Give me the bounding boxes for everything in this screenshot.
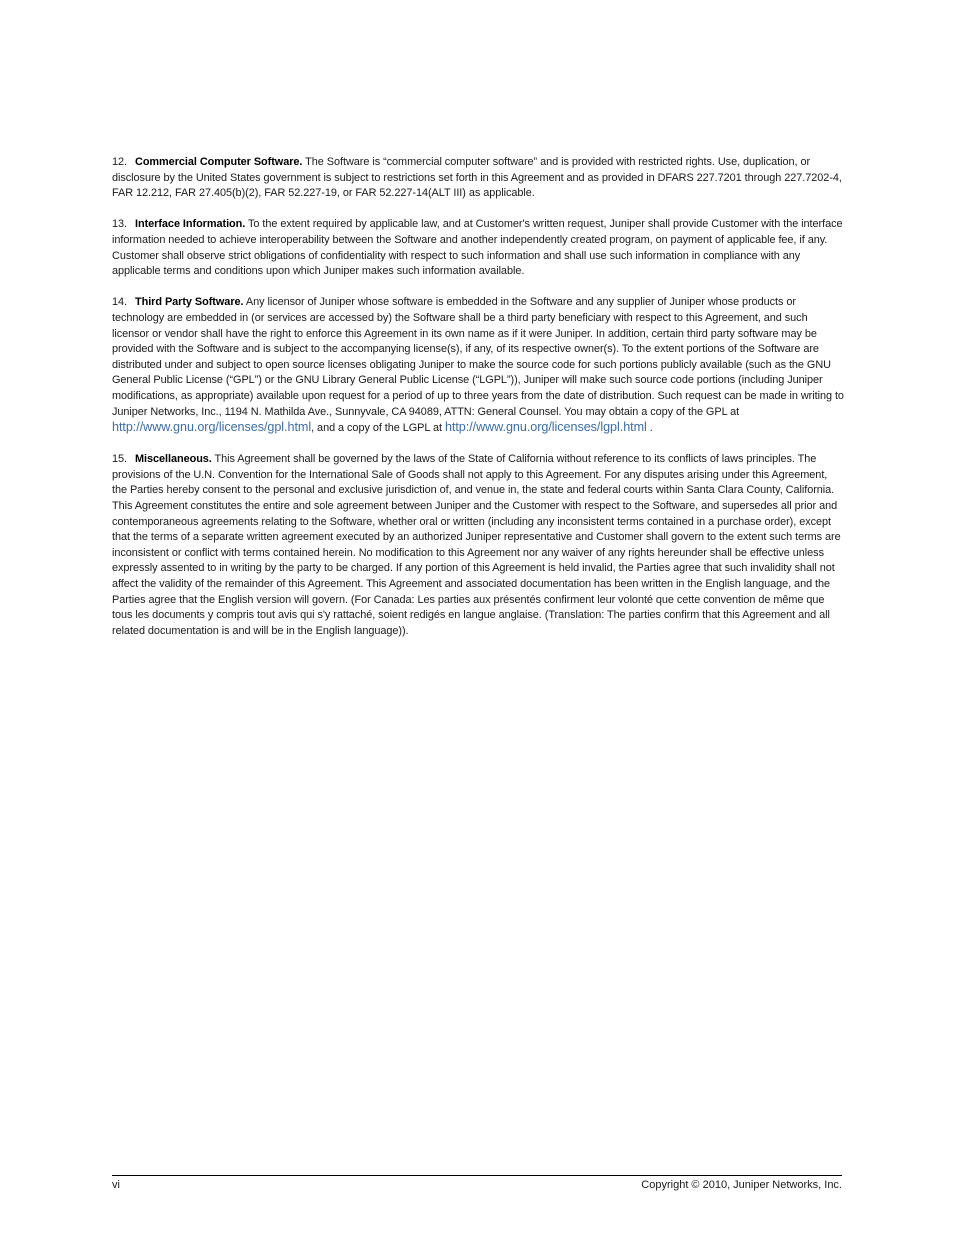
- clause-12: [112, 155, 844, 202]
- page-number: vi: [112, 1179, 120, 1191]
- clause-text: This Agreement shall be governed by the laws of the State of California without reference to its conflicts of laws principles. The provisions of the U.N. Convention for the International Sale of Goods shall not apply to this Agreement. For any disputes arising under this Agreement, the Parties hereby consent to the personal and exclusive jurisdiction of, and venue in, the state and federal courts within Santa Clara County, California. This Agreement constitutes the entire and sole agreement between Juniper and the Customer with respect to the Software, and supersedes all prior and contemporaneous agreements relating to the Software, whether oral or written (including any inconsistent terms contained in a purchase order), except that the terms of a separate written agreement executed by an authorized Juniper representative and Customer shall govern to the extent such terms are inconsistent or conflict with terms contained herein. No modification to this Agreement nor any waiver of any rights hereunder shall be effective unless expressly assented to in writing by the party to be charged. If any portion of this Agreement is held invalid, the Parties agree that such invalidity shall not affect the validity of the remainder of this Agreement. This Agreement and associated documentation has been written in the English language, and the Parties agree that the English version will govern. (For Canada: Les parties aux présentés confirment leur volonté que cette convention de même que tous les documents y compris tout avis qui s'y rattaché, soient redigés en langue anglaise. (Translation: The parties confirm that this Agreement and all related documentation is and will be in the English language)).: [112, 453, 841, 637]
- clause-text: The Software is “commercial computer software” and is provided with restricted rights. Use, duplication, or disclosure by the United States government is subject to restrictions set forth in this Agreement and as provided in DFARS 227.7201 through 227.7202-4, FAR 12.212, FAR 27.405(b)(2), FAR 52.227-19, or FAR 52.227-14(ALT III) as applicable.: [112, 156, 842, 200]
- footer-divider: [112, 1175, 842, 1176]
- clause-15: [112, 452, 844, 639]
- gpl-link[interactable]: http://www.gnu.org/licenses/gpl.html: [112, 420, 312, 435]
- copyright-notice: Copyright © 2010, Juniper Networks, Inc.: [641, 1179, 842, 1191]
- clause-number: 13.: [112, 218, 127, 231]
- clause-heading: Interface Information.: [135, 218, 246, 231]
- clause-text: Any licensor of Juniper whose software is embedded in the Software and any supplier of Juniper whose products or technology are embedded in (or services are accessed by) the Software shall be a third party beneficiary with respect to this Agreement, and such licensor or vendor shall have the right to enforce this Agreement in its own name as if it were Juniper. In addition, certain third party software may be provided with the Software and is subject to the accompanying license(s), if any, of its respective owner(s). To the extent portions of the Software are distributed under and subject to open source licenses obligating Juniper to make the source code for such portions publicly available (such as the GNU General Public License (“GPL”) or the GNU Library General Public License (“LGPL”)), Juniper will make such source code portions (including Juniper modifications, as appropriate) available upon request for a period of up to three years from the date of distribution. Such request can be made in writing to Juniper Networks, Inc., 1194 N. Mathilda Ave., Sunnyvale, CA 94089, ATTN: General Counsel. You may obtain a copy of the GPL at: [112, 296, 844, 418]
- clause-number: 14.: [112, 296, 127, 309]
- clause-14: [112, 295, 844, 436]
- clause-text-end: .: [646, 422, 653, 435]
- clause-number: 12.: [112, 156, 127, 168]
- clause-text-mid: , and a copy of the LGPL at: [311, 422, 445, 435]
- clause-text: To the extent required by applicable law, and at Customer's written request, Juniper shall provide Customer with the interface information needed to achieve interoperability between the Software and another independently created program, on payment of applicable fee, if any. Customer shall observe strict obligations of confidentiality with respect to such information and shall use such information in compliance with any applicable terms and conditions upon which Juniper makes such information available.: [112, 218, 843, 278]
- clause-heading: Third Party Software.: [135, 296, 244, 309]
- clause-number: 15.: [112, 453, 127, 466]
- clause-13: [112, 217, 844, 279]
- page-body: [112, 155, 844, 655]
- clause-heading: Commercial Computer Software.: [135, 156, 303, 168]
- clause-heading: Miscellaneous.: [135, 453, 212, 466]
- lgpl-link[interactable]: http://www.gnu.org/licenses/lgpl.html: [444, 420, 647, 435]
